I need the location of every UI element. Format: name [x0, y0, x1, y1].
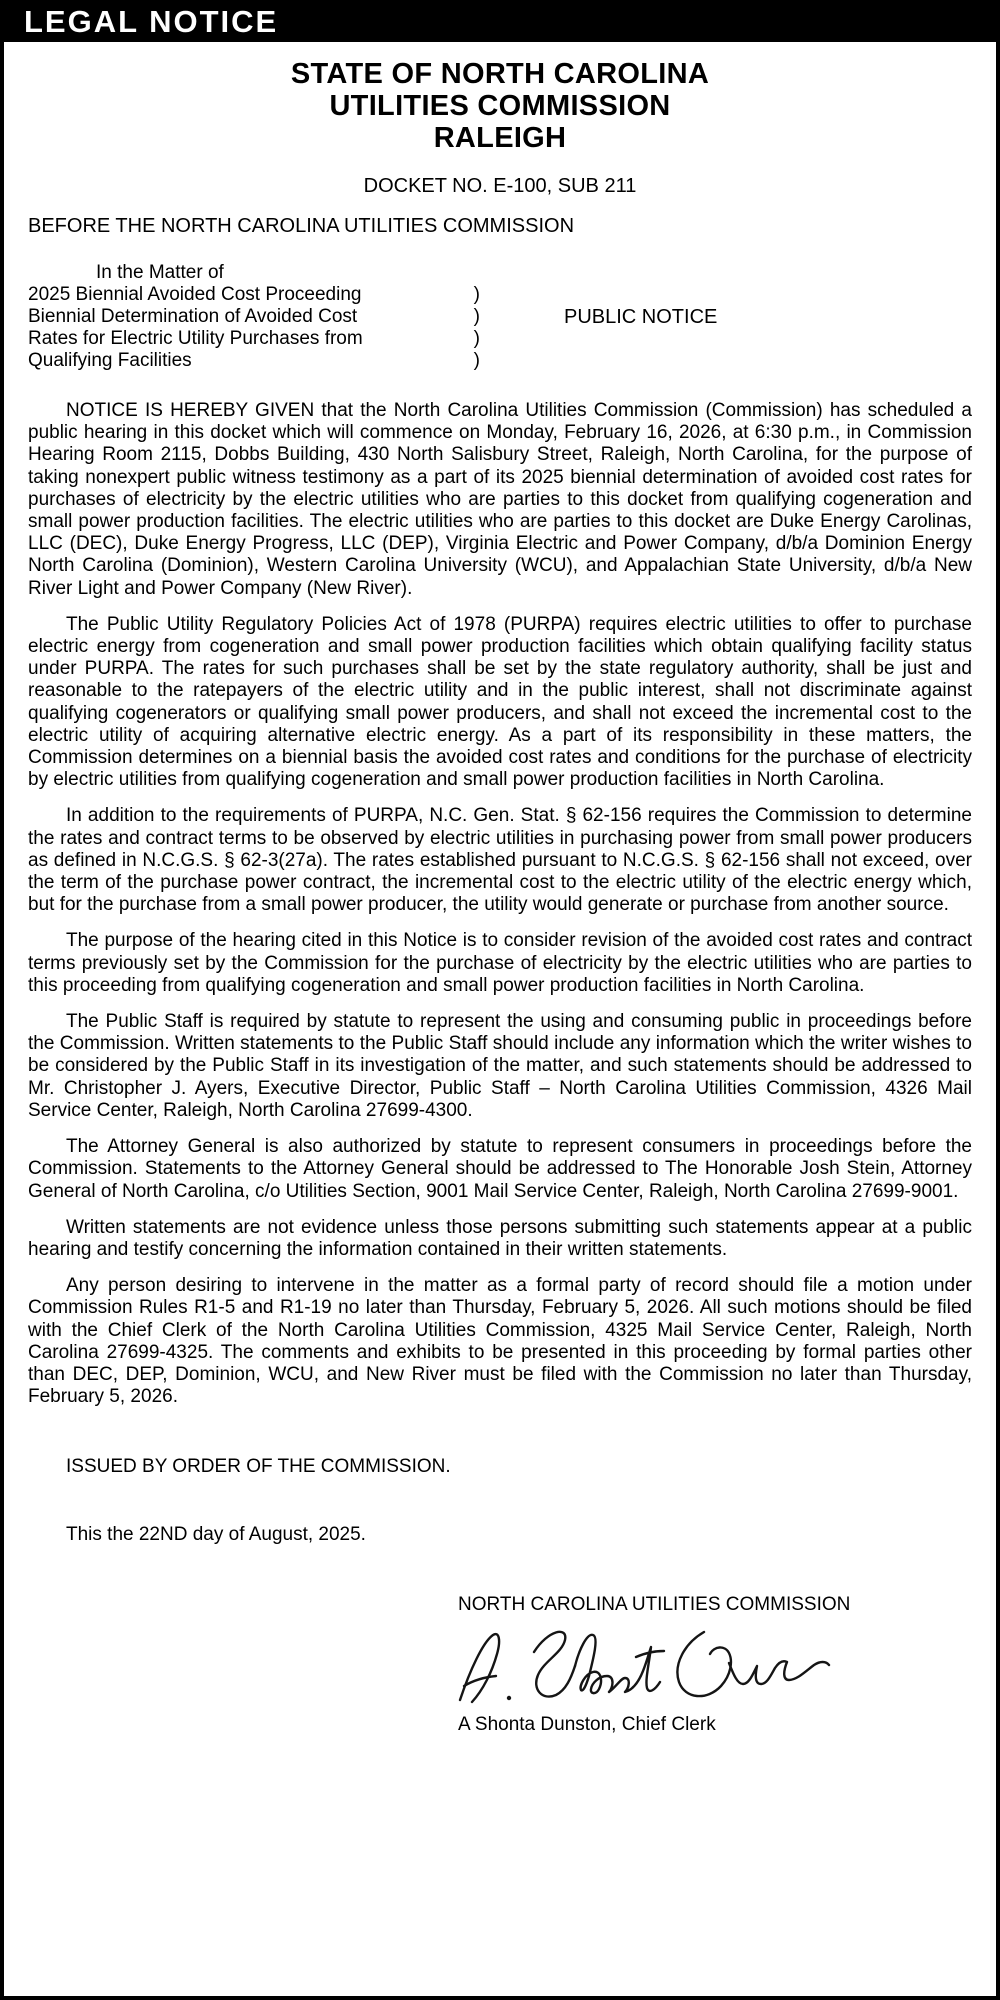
notice-document: [0, 42, 1000, 2000]
caption-paren: ): [473, 328, 480, 349]
notice-paragraph: Written statements are not evidence unless those persons submitting such statements appear at a public hearing and testify concerning the information contained in their written statements.: [28, 1216, 972, 1260]
caption-paren: ): [473, 284, 480, 305]
notice-paragraph: The Attorney General is also authorized by statute to represent consumers in proceedings before the Commission. Statements to the Attorney General should be addressed to The Honorable Josh Stein, Attorney General of North Carolina, c/o Utilities Section, 9001 Mail Service Center, Raleigh, North Carolina 27699-9001.: [28, 1136, 972, 1202]
signer-name-line: A Shonta Dunston, Chief Clerk: [458, 1714, 716, 1736]
caption-paren: ): [473, 350, 480, 371]
notice-paragraph: Any person desiring to intervene in the matter as a formal party of record should file a motion under Commission Rules R1-5 and R1-19 no later than Thursday, February 5, 2026. All such motions should be filed with the Chief Clerk of the North Carolina Utilities Commission, 4325 Mail Service Center, Raleigh, North Carolina 27699-4325. The comments and exhibits to be presented in this proceeding by formal parties other than DEC, DEP, Dominion, WCU, and New River must be filed with the Commission no later than Thursday, February 5, 2026.: [28, 1275, 972, 1408]
public-notice-label: PUBLIC NOTICE: [564, 306, 718, 328]
caption-column: [28, 262, 480, 372]
docket-number-line: DOCKET NO. E-100, SUB 211: [363, 175, 637, 197]
notice-title-line-3: RALEIGH: [433, 122, 567, 154]
notice-paragraph: NOTICE IS HEREBY GIVEN that the North Carolina Utilities Commission (Commission) has scheduled a public hearing in this docket which will commence on Monday, February 16, 2026, at 6:30 p.m., in Commission Hearing Room 2115, Dobbs Building, 430 North Salisbury Street, Raleigh, North Carolina, for the purpose of taking nonexpert public witness testimony as a part of its 2025 biennial determination of avoided cost rates for purchases of electricity by the electric utilities who are parties to this docket from qualifying cogeneration and small power production facilities. The electric utilities who are parties to this docket are Duke Energy Carolinas, LLC (DEC), Duke Energy Progress, LLC (DEP), Virginia Electric and Power Company, d/b/a Dominion Energy North Carolina (Dominion), Western Carolina University (WCU), and Appalachian State University, d/b/a New River Light and Power Company (New River).: [28, 400, 972, 599]
before-commission-line: BEFORE THE NORTH CAROLINA UTILITIES COMMISSION: [28, 215, 575, 237]
signature-image: [452, 1620, 832, 1714]
caption-row: [28, 350, 480, 372]
caption-row-text: Biennial Determination of Avoided Cost: [28, 306, 358, 327]
caption-row-text: 2025 Biennial Avoided Cost Proceeding: [28, 284, 362, 305]
caption-row: [28, 284, 480, 306]
legal-notice-label: LEGAL NOTICE: [24, 3, 279, 39]
dated-line: This the 22ND day of August, 2025.: [66, 1524, 366, 1546]
notice-paragraph: The Public Staff is required by statute to represent the using and consuming public in proceedings before the Commission. Written statements to the Public Staff should include any information which the writer wishes to be considered by the Public Staff in its investigation of the matter, and such statements should be addressed to Mr. Christopher J. Ayers, Executive Director, Public Staff – North Carolina Utilities Commission, 4326 Mail Service Center, Raleigh, North Carolina 27699-4300.: [28, 1011, 972, 1121]
issued-line: ISSUED BY ORDER OF THE COMMISSION.: [66, 1456, 451, 1478]
caption-paren: ): [473, 306, 480, 327]
legal-notice-banner: [0, 0, 1000, 42]
caption-row-text: Rates for Electric Utility Purchases from: [28, 328, 363, 349]
notice-title-line-2: UTILITIES COMMISSION: [329, 90, 671, 122]
notice-paragraph: The Public Utility Regulatory Policies Act of 1978 (PURPA) requires electric utilities to offer to purchase electric energy from cogeneration and small power production facilities which obtain qualifying facility status under PURPA. The rates for such purchases shall be set by the state regulatory authority, shall be just and reasonable to the ratepayers of the electric utility and in the public interest, shall not discriminate against qualifying cogenerators or qualifying small power producers, and shall not exceed the incremental cost to the electric utility of acquiring alternative electric energy. As a part of its responsibility in these matters, the Commission determines on a biennial basis the avoided cost rates and conditions for the purchase of electricity by electric utilities from qualifying cogeneration and small power production facilities in North Carolina.: [28, 613, 972, 791]
signature-block: [452, 1620, 972, 1714]
notice-title: [28, 58, 972, 154]
caption-row-text: Qualifying Facilities: [28, 350, 192, 371]
notice-paragraph: In addition to the requirements of PURPA, N.C. Gen. Stat. § 62-156 requires the Commission to determine the rates and contract terms to be observed by electric utilities in purchasing power from small power producers as defined in N.C.G.S. § 62-3(27a). The rates established pursuant to N.C.G.S. § 62-156 shall not exceed, over the term of the purchase power contract, the incremental cost to the electric utility of the electric energy which, but for the purchase from a small power producer, the utility would generate or purchase from another source.: [28, 805, 972, 916]
caption-row: [28, 328, 480, 350]
commission-name-line: NORTH CAROLINA UTILITIES COMMISSION: [458, 1594, 851, 1616]
notice-title-line-1: STATE OF NORTH CAROLINA: [290, 58, 710, 90]
caption-box: [28, 262, 972, 372]
caption-title: In the Matter of: [96, 262, 224, 283]
notice-paragraph: The purpose of the hearing cited in this Notice is to consider revision of the avoided cost rates and contract terms previously set by the Commission for the purchase of electricity by the electric utilities who are parties to this proceeding from qualifying cogeneration and small power production facilities in North Carolina.: [28, 930, 972, 996]
caption-row: [28, 306, 480, 328]
